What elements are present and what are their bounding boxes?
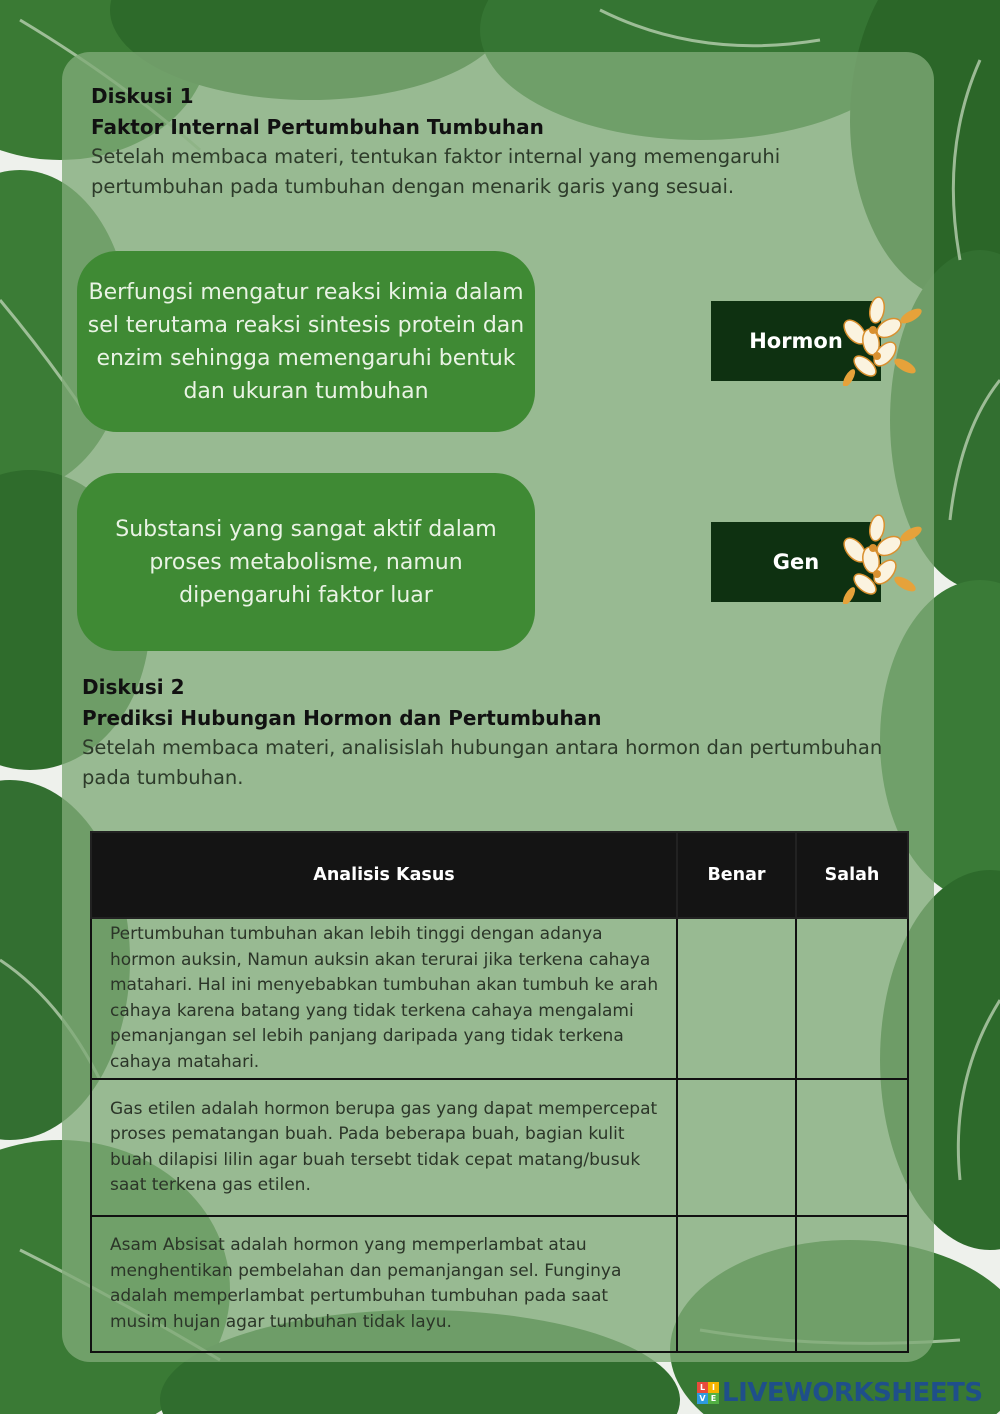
table-row	[91, 1216, 908, 1352]
case-text: Asam Absisat adalah hormon yang memperlambat atau menghentikan pembelahan dan pemanjangan sel. Funginya adalah memperlambat pertumbuhan tumbuhan pada saat musim hujan agar tumbuhan tidak layu.	[91, 1216, 677, 1352]
case-text: Pertumbuhan tumbuhan akan lebih tinggi dengan adanya hormon auksin, Namun auksin akan terurai jika terkena cahaya matahari. Hal ini menyebabkan tumbuhan akan tumbuh ke arah cahaya karena batang yang tidak terkena cahaya mengalami pemanjangan sel lebih panjang daripada yang tidak terkena cahaya matahari.	[91, 918, 677, 1079]
logo-mark-icon: L I V E	[697, 1382, 719, 1404]
liveworksheets-logo[interactable]	[697, 1377, 983, 1409]
header-benar: Benar	[677, 832, 796, 918]
header-analisis-kasus: Analisis Kasus	[91, 832, 677, 918]
benar-cell[interactable]	[677, 1079, 796, 1216]
flower-icon	[835, 294, 927, 386]
salah-cell[interactable]	[796, 1216, 908, 1352]
analysis-table	[90, 831, 909, 1353]
benar-cell[interactable]	[677, 1216, 796, 1352]
description-box-1[interactable]: Berfungsi mengatur reaksi kimia dalam sel terutama reaksi sintesis protein dan enzim sehingga memengaruhi bentuk dan ukuran tumbuhan	[77, 251, 535, 432]
diskusi2-number: Diskusi 2	[82, 675, 185, 699]
description-box-2[interactable]: Substansi yang sangat aktif dalam proses metabolisme, namun dipengaruhi faktor luar	[77, 473, 535, 651]
diskusi2-instruction: Setelah membaca materi, analisislah hubungan antara hormon dan pertumbuhan pada tumbuhan.	[82, 736, 883, 789]
flower-icon	[835, 512, 927, 604]
case-text: Gas etilen adalah hormon berupa gas yang dapat mempercepat proses pematangan buah. Pada beberapa buah, bagian kulit buah dilapisi lilin agar buah tersebt tidak cepat matang/busuk saat terkena gas etilen.	[91, 1079, 677, 1216]
option-hormon[interactable]: Hormon	[711, 301, 881, 381]
diskusi1-instruction: Setelah membaca materi, tentukan faktor internal yang memengaruhi pertumbuhan pada tumbuhan dengan menarik garis yang sesuai.	[91, 145, 781, 198]
logo-text: LIVEWORKSHEETS	[722, 1378, 983, 1408]
table-row	[91, 1079, 908, 1216]
table-header-row	[91, 832, 908, 918]
salah-cell[interactable]	[796, 918, 908, 1079]
diskusi2-title: Prediksi Hubungan Hormon dan Pertumbuhan	[82, 706, 602, 730]
salah-cell[interactable]	[796, 1079, 908, 1216]
diskusi1-number: Diskusi 1	[91, 84, 194, 108]
header-salah: Salah	[796, 832, 908, 918]
benar-cell[interactable]	[677, 918, 796, 1079]
diskusi1-title: Faktor Internal Pertumbuhan Tumbuhan	[91, 115, 544, 139]
table-row	[91, 918, 908, 1079]
option-gen[interactable]: Gen	[711, 522, 881, 602]
